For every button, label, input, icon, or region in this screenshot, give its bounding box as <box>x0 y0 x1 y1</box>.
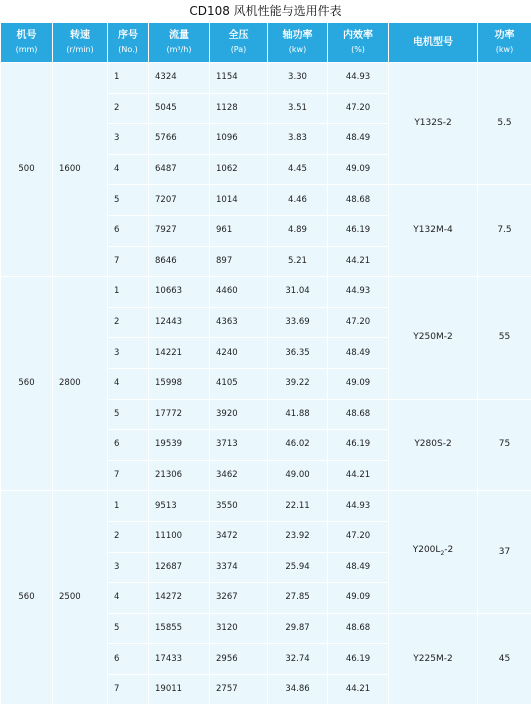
cell-flow: 4324 <box>149 63 210 94</box>
cell-no: 6 <box>108 215 149 246</box>
cell-pressure: 3120 <box>210 613 268 644</box>
cell-speed: 2500 <box>53 491 108 705</box>
cell-machine: 500 <box>1 63 53 277</box>
cell-shaft-power: 3.51 <box>268 93 328 124</box>
cell-motor-power: 45 <box>478 613 531 705</box>
cell-flow: 7927 <box>149 215 210 246</box>
cell-shaft-power: 4.89 <box>268 215 328 246</box>
cell-motor-power: 55 <box>478 277 531 399</box>
cell-motor-power: 5.5 <box>478 63 531 185</box>
cell-no: 5 <box>108 185 149 216</box>
cell-shaft-power: 4.45 <box>268 154 328 185</box>
table-row <box>1 491 531 522</box>
cell-flow: 8646 <box>149 246 210 277</box>
cell-motor-model: Y225M-2 <box>389 613 478 705</box>
cell-shaft-power: 3.30 <box>268 63 328 94</box>
cell-no: 1 <box>108 63 149 94</box>
cell-flow: 17772 <box>149 399 210 430</box>
cell-pressure: 1062 <box>210 154 268 185</box>
header-row <box>1 23 531 63</box>
cell-no: 4 <box>108 154 149 185</box>
cell-shaft-power: 41.88 <box>268 399 328 430</box>
cell-no: 5 <box>108 399 149 430</box>
cell-flow: 21306 <box>149 460 210 491</box>
cell-flow: 15855 <box>149 613 210 644</box>
cell-no: 2 <box>108 307 149 338</box>
cell-flow: 17433 <box>149 644 210 675</box>
cell-efficiency: 44.93 <box>328 491 389 522</box>
col-header-power: 功率 (kw) <box>478 23 531 63</box>
cell-machine: 560 <box>1 491 53 705</box>
cell-pressure: 1154 <box>210 63 268 94</box>
col-header-machine: 机号 (mm) <box>1 23 53 63</box>
cell-speed: 2800 <box>53 277 108 491</box>
cell-pressure: 3374 <box>210 552 268 583</box>
cell-no: 6 <box>108 644 149 675</box>
cell-motor-model: Y132M-4 <box>389 185 478 277</box>
cell-efficiency: 44.21 <box>328 674 389 705</box>
cell-efficiency: 44.21 <box>328 246 389 277</box>
cell-pressure: 961 <box>210 215 268 246</box>
cell-pressure: 1128 <box>210 93 268 124</box>
cell-efficiency: 48.68 <box>328 185 389 216</box>
cell-machine: 560 <box>1 277 53 491</box>
cell-flow: 19011 <box>149 674 210 705</box>
cell-pressure: 3550 <box>210 491 268 522</box>
cell-motor-model: Y250M-2 <box>389 277 478 399</box>
cell-no: 4 <box>108 583 149 614</box>
cell-pressure: 2757 <box>210 674 268 705</box>
cell-efficiency: 48.68 <box>328 613 389 644</box>
cell-pressure: 3920 <box>210 399 268 430</box>
cell-flow: 14221 <box>149 338 210 369</box>
col-header-pressure: 全压 (Pa) <box>210 23 268 63</box>
cell-shaft-power: 4.46 <box>268 185 328 216</box>
cell-no: 3 <box>108 552 149 583</box>
cell-no: 5 <box>108 613 149 644</box>
cell-efficiency: 44.21 <box>328 460 389 491</box>
cell-shaft-power: 49.00 <box>268 460 328 491</box>
col-header-flow: 流量 (m³/h) <box>149 23 210 63</box>
cell-shaft-power: 23.92 <box>268 521 328 552</box>
cell-pressure: 4240 <box>210 338 268 369</box>
cell-flow: 11100 <box>149 521 210 552</box>
cell-speed: 1600 <box>53 63 108 277</box>
cell-flow: 5045 <box>149 93 210 124</box>
cell-flow: 19539 <box>149 430 210 461</box>
fan-performance-table <box>0 22 531 705</box>
cell-pressure: 4363 <box>210 307 268 338</box>
cell-shaft-power: 22.11 <box>268 491 328 522</box>
cell-shaft-power: 3.83 <box>268 124 328 155</box>
cell-shaft-power: 36.35 <box>268 338 328 369</box>
cell-flow: 10663 <box>149 277 210 308</box>
cell-pressure: 3267 <box>210 583 268 614</box>
col-header-shaft-power: 轴功率 (kw) <box>268 23 328 63</box>
cell-motor-model: Y132S-2 <box>389 63 478 185</box>
col-header-motor-model: 电机型号 <box>389 23 478 63</box>
cell-efficiency: 46.19 <box>328 430 389 461</box>
cell-efficiency: 46.19 <box>328 644 389 675</box>
cell-no: 6 <box>108 430 149 461</box>
page-title: CD108 风机性能与选用件表 <box>0 0 531 22</box>
cell-flow: 7207 <box>149 185 210 216</box>
cell-no: 7 <box>108 674 149 705</box>
cell-efficiency: 49.09 <box>328 154 389 185</box>
col-header-speed: 转速 (r/min) <box>53 23 108 63</box>
cell-pressure: 897 <box>210 246 268 277</box>
cell-pressure: 1096 <box>210 124 268 155</box>
cell-efficiency: 44.93 <box>328 63 389 94</box>
cell-no: 3 <box>108 124 149 155</box>
cell-efficiency: 46.19 <box>328 215 389 246</box>
cell-efficiency: 49.09 <box>328 368 389 399</box>
cell-efficiency: 47.20 <box>328 307 389 338</box>
cell-pressure: 3713 <box>210 430 268 461</box>
cell-pressure: 3462 <box>210 460 268 491</box>
cell-efficiency: 48.49 <box>328 552 389 583</box>
col-header-efficiency: 内效率 (%) <box>328 23 389 63</box>
cell-motor-power: 75 <box>478 399 531 491</box>
cell-motor-model: $Y200L_2-2$ <box>389 491 478 613</box>
cell-shaft-power: 33.69 <box>268 307 328 338</box>
cell-pressure: 4105 <box>210 368 268 399</box>
cell-motor-power: 7.5 <box>478 185 531 277</box>
cell-flow: 12687 <box>149 552 210 583</box>
cell-efficiency: 48.49 <box>328 124 389 155</box>
cell-flow: 15998 <box>149 368 210 399</box>
cell-shaft-power: 46.02 <box>268 430 328 461</box>
cell-pressure: 2956 <box>210 644 268 675</box>
cell-no: 7 <box>108 460 149 491</box>
table-row <box>1 277 531 308</box>
cell-no: 1 <box>108 491 149 522</box>
col-header-no: 序号 (No.) <box>108 23 149 63</box>
cell-shaft-power: 34.86 <box>268 674 328 705</box>
cell-shaft-power: 29.87 <box>268 613 328 644</box>
cell-motor-model: Y280S-2 <box>389 399 478 491</box>
cell-efficiency: 44.93 <box>328 277 389 308</box>
cell-flow: 14272 <box>149 583 210 614</box>
cell-flow: 5766 <box>149 124 210 155</box>
cell-shaft-power: 32.74 <box>268 644 328 675</box>
cell-no: 2 <box>108 521 149 552</box>
cell-shaft-power: 31.04 <box>268 277 328 308</box>
cell-pressure: 3472 <box>210 521 268 552</box>
cell-flow: 12443 <box>149 307 210 338</box>
cell-pressure: 4460 <box>210 277 268 308</box>
cell-no: 4 <box>108 368 149 399</box>
cell-flow: 9513 <box>149 491 210 522</box>
cell-shaft-power: 27.85 <box>268 583 328 614</box>
cell-efficiency: 47.20 <box>328 93 389 124</box>
cell-efficiency: 48.49 <box>328 338 389 369</box>
cell-efficiency: 47.20 <box>328 521 389 552</box>
cell-flow: 6487 <box>149 154 210 185</box>
table-row <box>1 63 531 94</box>
cell-efficiency: 48.68 <box>328 399 389 430</box>
cell-efficiency: 49.09 <box>328 583 389 614</box>
cell-pressure: 1014 <box>210 185 268 216</box>
cell-no: 3 <box>108 338 149 369</box>
cell-shaft-power: 25.94 <box>268 552 328 583</box>
cell-shaft-power: 39.22 <box>268 368 328 399</box>
cell-no: 2 <box>108 93 149 124</box>
cell-no: 7 <box>108 246 149 277</box>
cell-no: 1 <box>108 277 149 308</box>
cell-motor-power: 37 <box>478 491 531 613</box>
cell-shaft-power: 5.21 <box>268 246 328 277</box>
